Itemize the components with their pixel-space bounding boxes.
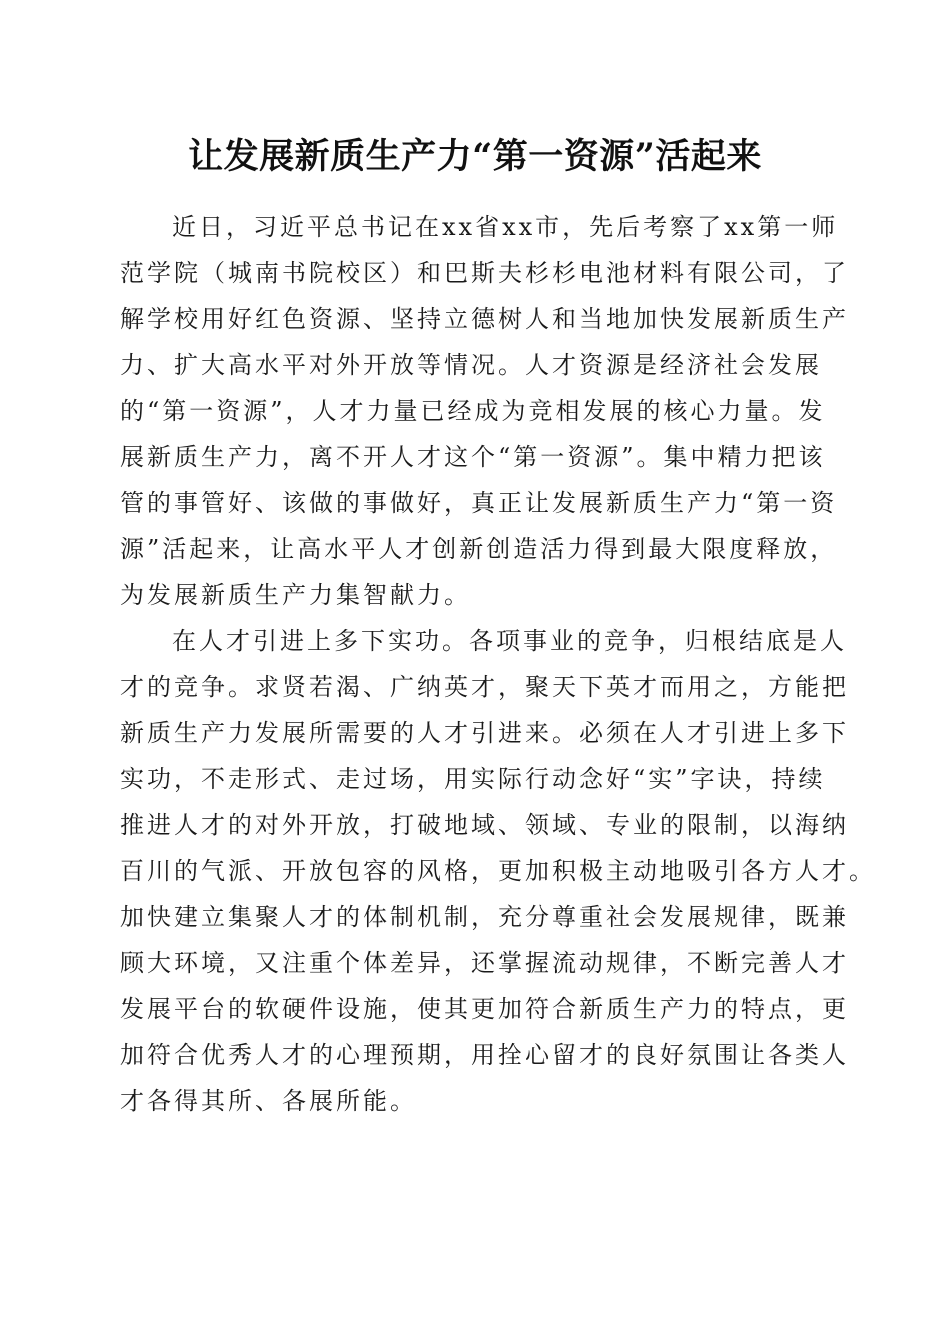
paragraph-line: 才各得其所、各展所能。	[120, 1087, 417, 1115]
paragraph-line: 范学院（城南书院校区）和巴斯夫杉杉电池材料有限公司，了	[120, 259, 849, 287]
paragraph-line: 管的事管好、该做的事做好，真正让发展新质生产力“第一资	[120, 489, 838, 517]
paragraph-1	[120, 204, 849, 618]
paragraph-line: 展新质生产力，离不开人才这个“第一资源”。集中精力把该	[120, 443, 826, 471]
paragraph-line: 加符合优秀人才的心理预期，用拴心留才的良好氛围让各类人	[120, 1041, 849, 1069]
paragraph-line: 解学校用好红色资源、坚持立德树人和当地加快发展新质生产	[120, 305, 849, 333]
paragraph-line: 实功，不走形式、走过场，用实际行动念好“实”字诀，持续	[120, 765, 826, 793]
document-title: 让发展新质生产力“第一资源”活起来	[188, 136, 762, 177]
paragraph-line: 推进人才的对外开放，打破地域、领域、专业的限制，以海纳	[120, 811, 849, 839]
paragraph-line: 发展平台的软硬件设施，使其更加符合新质生产力的特点，更	[120, 995, 849, 1023]
paragraph-line: 新质生产力发展所需要的人才引进来。必须在人才引进上多下	[120, 719, 849, 747]
document-body	[120, 204, 876, 1124]
paragraph-line: 的“第一资源”，人才力量已经成为竞相发展的核心力量。发	[120, 397, 826, 425]
paragraph-line: 加快建立集聚人才的体制机制，充分尊重社会发展规律，既兼	[120, 903, 849, 931]
paragraph-line: 顾大环境，又注重个体差异，还掌握流动规律，不断完善人才	[120, 949, 849, 977]
paragraph-line: 为发展新质生产力集智献力。	[120, 581, 471, 609]
paragraph-line: 在人才引进上多下实功。各项事业的竞争，归根结底是人	[172, 627, 847, 655]
paragraph-line: 近日，习近平总书记在xx省xx市，先后考察了xx第一师	[172, 213, 839, 241]
paragraph-line: 力、扩大高水平对外开放等情况。人才资源是经济社会发展	[120, 351, 822, 379]
paragraph-line: 源”活起来，让高水平人才创新创造活力得到最大限度释放，	[120, 535, 838, 563]
paragraph-line: 百川的气派、开放包容的风格，更加积极主动地吸引各方人才。	[120, 857, 876, 885]
paragraph-line: 才的竞争。求贤若渴、广纳英才，聚天下英才而用之，方能把	[120, 673, 849, 701]
paragraph-2	[120, 618, 876, 1124]
